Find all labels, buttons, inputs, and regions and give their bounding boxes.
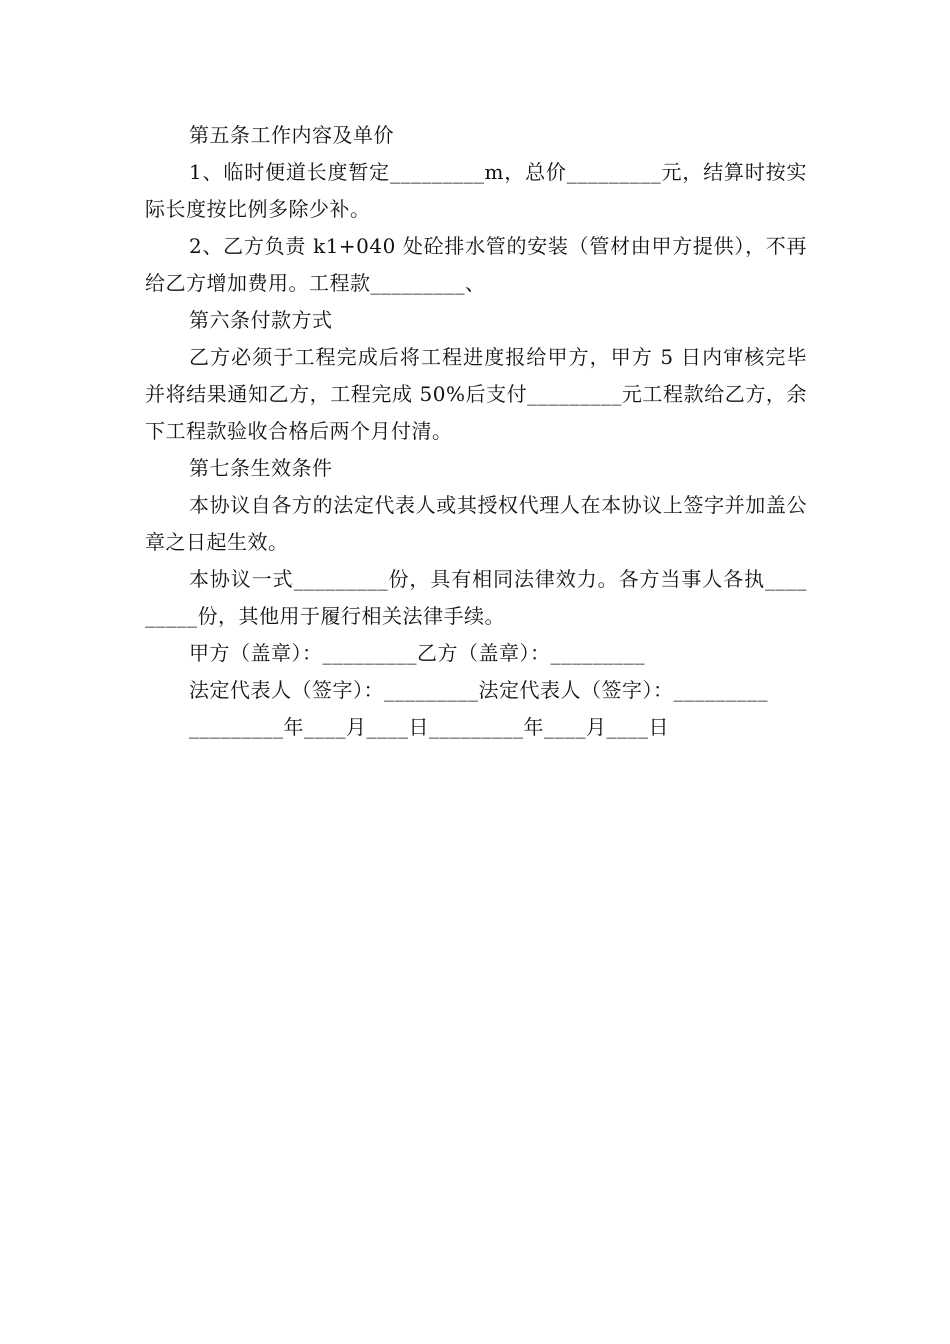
- signature-line: 法定代表人（签字）：_________法定代表人（签字）：_________: [189, 678, 768, 702]
- article-6-heading: 第六条付款方式: [189, 308, 333, 332]
- article-5-item-2: 2、乙方负责 k1+040 处砼排水管的安装（管材由甲方提供），不再给乙方增加费用。工程款_________、: [145, 234, 807, 295]
- article-5-heading: 第五条工作内容及单价: [189, 123, 394, 147]
- article-7-body: 本协议自各方的法定代表人或其授权代理人在本协议上签字并加盖公章之日起生效。: [145, 493, 807, 554]
- date-line: _________年____月____日_________年____月____日: [189, 715, 669, 739]
- article-7-heading: 第七条生效条件: [189, 456, 333, 480]
- article-5-item-1: 1、临时便道长度暂定_________m，总价_________元，结算时按实际长度按比例多除少补。: [145, 160, 807, 221]
- seal-line: 甲方（盖章）：_________乙方（盖章）：_________: [189, 641, 645, 665]
- article-6-body: 乙方必须于工程完成后将工程进度报给甲方，甲方 5 日内审核完毕并将结果通知乙方，工程完成 50%后支付_________元工程款给乙方，余下工程款验收合格后两个月付清。: [145, 345, 807, 443]
- copies-clause: 本协议一式_________份，具有相同法律效力。各方当事人各执_________份，其他用于履行相关法律手续。: [145, 567, 807, 628]
- document-body: [145, 117, 807, 746]
